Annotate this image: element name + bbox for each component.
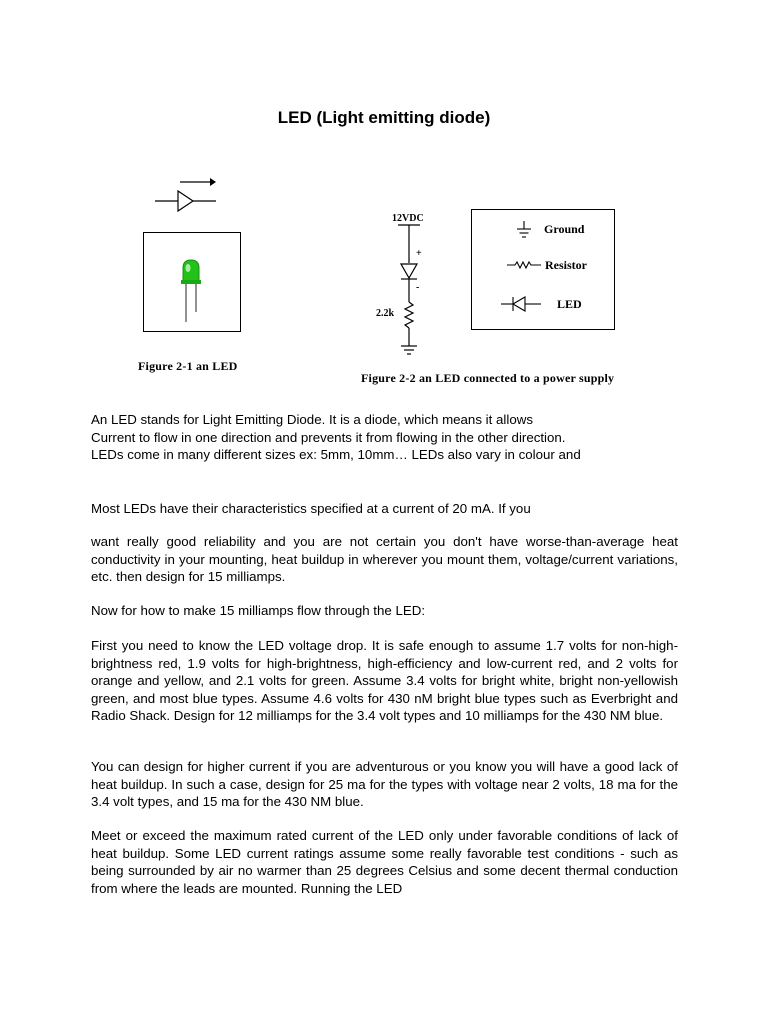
page-title: LED (Light emitting diode) xyxy=(277,108,491,127)
legend-resistor-label: Resistor xyxy=(545,258,587,272)
paragraph-intro xyxy=(91,411,678,464)
circuit-legend-box xyxy=(471,209,615,330)
resistor-zigzag xyxy=(405,302,413,328)
paragraph-characteristics: Most LEDs have their characteristics specified at a current of 20 mA. If you xyxy=(91,501,531,516)
led-photo-box xyxy=(143,232,241,332)
paragraph-voltage-drop: First you need to know the LED voltage drop. It is safe enough to assume 1.7 volts for non-high-brightness red, 1.9 volts for high-brightness, high-efficiency and low-current red, and 2 volts for orange and yellow, and 2.1 volts for green. Assume 3.4 volts for bright white, bright non-yellowish green, and most blue types. Assume 4.6 volts for 430 nM bright blue types such as Everbright and Radio Shack. Design for 12 milliamps for the 3.4 volt types and 10 milliamps for the 430 NM blue. xyxy=(91,638,678,723)
supply-voltage-label: 12VDC xyxy=(392,213,424,224)
paragraph-max-current: Meet or exceed the maximum rated current of the LED only under favorable conditions of lack of heat buildup. Some LED current ratings assume some really favorable test conditions - such as being surrounded by air no warmer than 25 degrees Celsius and some decent thermal conduction from where the leads are mounted. Running the LED xyxy=(91,828,678,896)
figure-1-caption: Figure 2-1 an LED xyxy=(138,359,238,373)
led-symbol-diagram xyxy=(150,176,230,218)
led-circuit-diagram xyxy=(370,208,440,358)
plus-label: + xyxy=(416,248,422,259)
intro-line-1: An LED stands for Light Emitting Diode. It is a diode, which means it allows xyxy=(91,412,533,427)
paragraph-higher-current: You can design for higher current if you are adventurous or you know you will have a good lack of heat buildup. In such a case, design for 25 ma for the types with voltage near 2 volts, 18 ma for the 3.4 volt types, and 15 ma for the 430 NM blue. xyxy=(91,759,678,809)
intro-line-3: LEDs come in many different sizes ex: 5mm, 10mm… LEDs also vary in colour and xyxy=(91,447,581,462)
resistor-value-label: 2.2k xyxy=(376,308,395,319)
legend-led-label: LED xyxy=(557,297,582,311)
minus-label: - xyxy=(416,282,420,293)
paragraph-reliability: want really good reliability and you are not certain you don't have worse-than-average heat conductivity in your mounting, heat buildup in wherever you mount them, voltage/current variations, etc. then design for 15 milliamps. xyxy=(91,534,678,584)
paragraph-how-to: Now for how to make 15 milliamps flow through the LED: xyxy=(91,603,426,618)
legend-ground-label: Ground xyxy=(544,222,585,236)
figure-2-caption: Figure 2-2 an LED connected to a power supply xyxy=(361,371,615,385)
intro-line-2: Current to flow in one direction and prevents it from flowing in the other direction. xyxy=(91,429,566,445)
emission-arrow-head xyxy=(210,178,216,186)
circuit-diode-triangle xyxy=(401,264,417,278)
diode-triangle xyxy=(178,191,193,211)
